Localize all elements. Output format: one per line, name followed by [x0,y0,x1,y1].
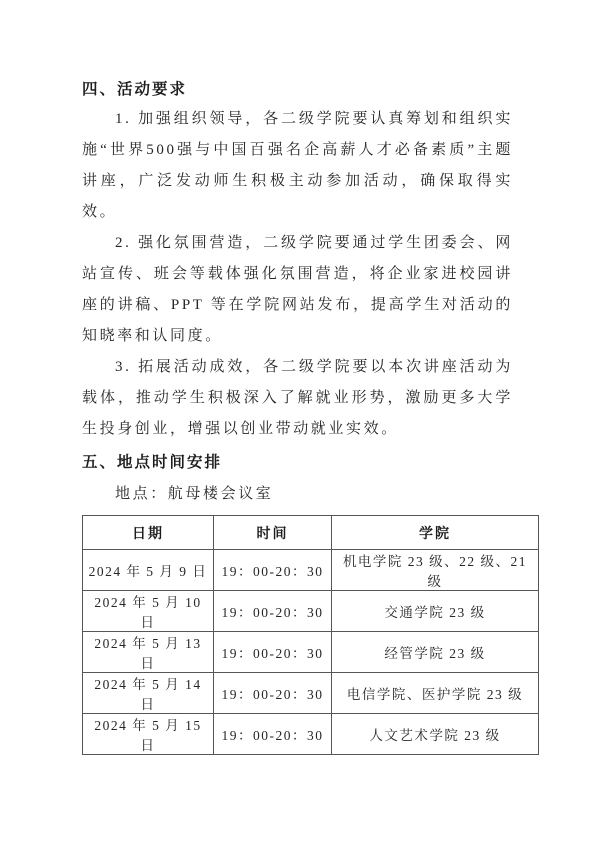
document-content [82,81,538,755]
time-cell: 19：00-20：30 [214,714,332,755]
date-cell: 2024 年 5 月 9 日 [83,550,214,591]
college-cell: 经管学院 23 级 [332,632,539,673]
table-row [83,714,539,755]
section-heading-activity-requirements: 四、活动要求 [82,81,188,98]
time-cell: 19：00-20：30 [214,591,332,632]
college-cell: 机电学院 23 级、22 级、21 级 [332,550,539,591]
table-row [83,591,539,632]
college-cell: 人文艺术学院 23 级 [332,714,539,755]
time-cell: 19：00-20：30 [214,632,332,673]
schedule-table [82,515,539,755]
table-row [83,632,539,673]
time-cell: 19：00-20：30 [214,550,332,591]
section-heading-location-time: 五、地点时间安排 [82,454,223,471]
table-row [83,550,539,591]
date-cell: 2024 年 5 月 10 日 [83,591,214,632]
date-cell: 2024 年 5 月 14 日 [83,673,214,714]
time-cell: 19：00-20：30 [214,673,332,714]
paragraph-organization-leadership: 1. 加强组织领导，各二级学院要认真筹划和组织实施“世界500强与中国百强名企高薪人才必备素质”主题讲座，广泛发动师生积极主动参加活动，确保取得实效。 [82,111,513,220]
column-header-date: 日期 [83,516,214,550]
location-line: 地点：航母楼会议室 [115,486,274,502]
paragraph-activity-results: 3. 拓展活动成效，各二级学院要以本次讲座活动为载体，推动学生积极深入了解就业形势，激励更多大学生投身创业，增强以创业带动就业实效。 [82,359,513,437]
column-header-time: 时间 [214,516,332,550]
college-cell: 电信学院、医护学院 23 级 [332,673,539,714]
date-cell: 2024 年 5 月 15 日 [83,714,214,755]
paragraph-atmosphere-building: 2. 强化氛围营造，二级学院要通过学生团委会、网站宣传、班会等载体强化氛围营造，将企业家进校园讲座的讲稿、PPT 等在学院网站发布，提高学生对活动的知晓率和认同度。 [82,235,513,344]
table-row [83,673,539,714]
table-header-row [83,516,539,550]
column-header-college: 学院 [332,516,539,550]
date-cell: 2024 年 5 月 13 日 [83,632,214,673]
college-cell: 交通学院 23 级 [332,591,539,632]
